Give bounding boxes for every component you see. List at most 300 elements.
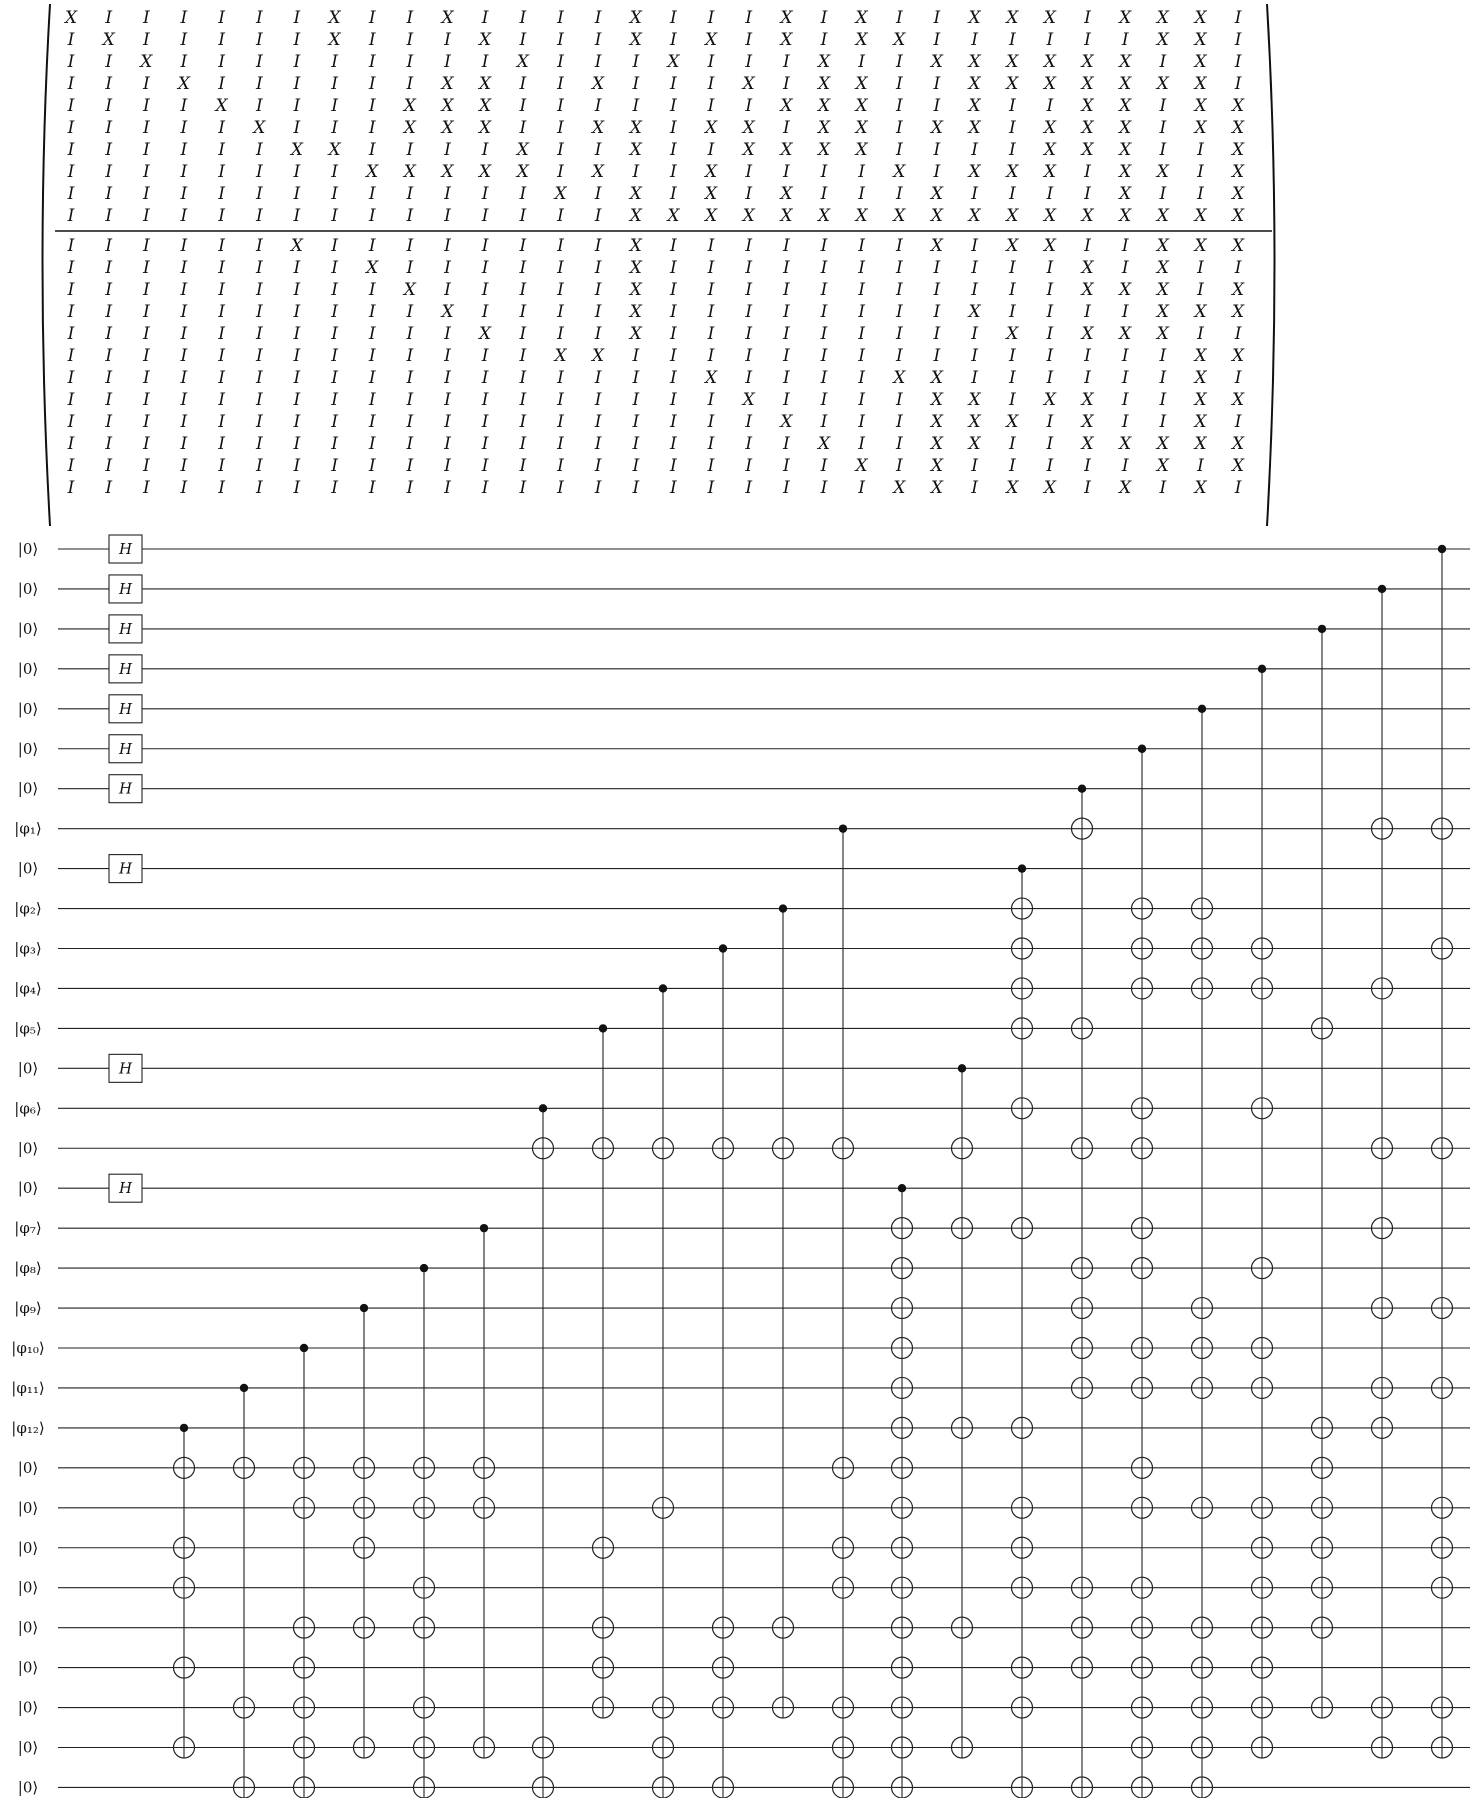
matrix-entry: I — [255, 478, 263, 498]
matrix-entry: I — [1084, 478, 1091, 498]
matrix-entry: X — [930, 118, 943, 138]
matrix-entry: X — [1081, 140, 1094, 160]
matrix-entry: X — [1156, 74, 1169, 94]
matrix-entry: I — [180, 236, 188, 256]
matrix-entry: I — [519, 368, 527, 388]
matrix-entry: I — [745, 434, 753, 454]
matrix-entry: I — [105, 324, 113, 344]
matrix-entry: I — [707, 412, 715, 432]
matrix-entry: X — [403, 96, 416, 116]
matrix-entry: I — [368, 280, 376, 300]
matrix-entry: I — [557, 412, 564, 432]
matrix-entry: X — [1043, 478, 1056, 498]
matrix-entry: X — [1119, 8, 1132, 28]
matrix-entry: I — [255, 280, 263, 300]
matrix-entry: I — [670, 324, 677, 344]
matrix-entry: I — [783, 390, 790, 410]
matrix-entry: I — [255, 302, 263, 322]
matrix-entry: I — [180, 52, 188, 72]
matrix-entry: I — [331, 96, 338, 116]
matrix-entry: I — [594, 8, 602, 28]
matrix-entry: I — [331, 184, 338, 204]
hadamard-gate-label: H — [118, 779, 133, 798]
matrix-entry: I — [519, 434, 527, 454]
matrix-entry: I — [293, 162, 301, 182]
matrix-entry: I — [670, 74, 677, 94]
matrix-entry: I — [632, 52, 640, 72]
matrix-entry: I — [481, 258, 489, 278]
matrix-entry: I — [1046, 280, 1054, 300]
matrix-entry: X — [742, 206, 755, 226]
matrix-entry: I — [895, 258, 903, 278]
control-dot — [1378, 585, 1386, 593]
matrix-entry: I — [331, 456, 338, 476]
matrix-entry: I — [218, 412, 225, 432]
matrix-entry: X — [1232, 346, 1245, 366]
matrix-entry: I — [707, 52, 715, 72]
matrix-entry: I — [218, 478, 225, 498]
matrix-entry: I — [1197, 280, 1204, 300]
matrix-entry: I — [1046, 30, 1054, 50]
matrix-entry: I — [707, 302, 715, 322]
matrix-entry: X — [855, 8, 868, 28]
matrix-entry: I — [142, 456, 150, 476]
matrix-entry: I — [895, 140, 903, 160]
matrix-entry: I — [368, 74, 376, 94]
matrix-entry: I — [331, 118, 338, 138]
matrix-entry: X — [893, 478, 906, 498]
matrix-entry: X — [930, 434, 943, 454]
matrix-entry: I — [670, 390, 677, 410]
hadamard-gate-label: H — [118, 619, 133, 638]
matrix-entry: I — [1084, 184, 1091, 204]
matrix-entry: I — [218, 30, 225, 50]
matrix-entry: I — [933, 8, 941, 28]
matrix-entry: X — [1194, 96, 1207, 116]
matrix-entry: I — [180, 184, 188, 204]
matrix-entry: I — [632, 478, 640, 498]
matrix-entry: I — [142, 206, 150, 226]
matrix-entry: I — [1121, 390, 1129, 410]
matrix-entry: I — [218, 74, 225, 94]
hadamard-gate-label: H — [118, 1059, 133, 1078]
matrix-entry: X — [780, 412, 793, 432]
matrix-entry: X — [403, 162, 416, 182]
matrix-entry: I — [406, 236, 414, 256]
matrix-entry: X — [1006, 8, 1019, 28]
matrix-entry: I — [180, 478, 188, 498]
matrix-entry: I — [67, 52, 75, 72]
matrix-entry: I — [331, 390, 338, 410]
matrix-entry: I — [331, 162, 338, 182]
matrix-entry: I — [1008, 140, 1016, 160]
matrix-entry: I — [293, 368, 301, 388]
matrix-entry: I — [1197, 258, 1204, 278]
matrix-entry: X — [1006, 206, 1019, 226]
matrix-entry: I — [331, 206, 338, 226]
matrix-entry: X — [1194, 434, 1207, 454]
matrix-entry: X — [1119, 184, 1132, 204]
wire-label: |0⟩ — [17, 1059, 39, 1078]
hadamard-gate-label: H — [118, 739, 133, 758]
matrix-entry: I — [519, 118, 527, 138]
matrix-entry: X — [704, 206, 718, 226]
matrix-entry: I — [142, 478, 150, 498]
matrix-entry: I — [670, 346, 677, 366]
matrix-entry: I — [745, 478, 753, 498]
matrix-entry: I — [406, 434, 414, 454]
matrix-entry: X — [629, 324, 642, 344]
matrix-entry: I — [105, 390, 113, 410]
matrix-entry: X — [1119, 206, 1132, 226]
matrix-entry: I — [1234, 368, 1242, 388]
matrix-entry: I — [1046, 302, 1054, 322]
matrix-entry: I — [406, 140, 414, 160]
matrix-entry: I — [971, 346, 978, 366]
matrix-entry: I — [783, 434, 790, 454]
matrix-entry: I — [255, 456, 263, 476]
matrix-entry: X — [1119, 280, 1132, 300]
matrix-entry: I — [481, 302, 489, 322]
wire-label: |0⟩ — [17, 1578, 39, 1597]
matrix-entry: X — [1156, 302, 1169, 322]
matrix-entry: I — [67, 434, 75, 454]
matrix-entry: I — [218, 140, 225, 160]
matrix-entry: I — [67, 74, 75, 94]
matrix-entry: I — [820, 302, 828, 322]
matrix-entry: I — [783, 302, 790, 322]
matrix-entry: X — [1232, 162, 1245, 182]
matrix-entry: I — [745, 346, 753, 366]
matrix-entry: X — [968, 162, 981, 182]
matrix-entry: I — [783, 258, 790, 278]
matrix-entry: I — [783, 52, 790, 72]
matrix-entry: X — [968, 302, 981, 322]
matrix-entry: X — [1081, 390, 1094, 410]
matrix-entry: I — [481, 280, 489, 300]
matrix-entry: I — [406, 412, 414, 432]
matrix-entry: I — [745, 184, 753, 204]
matrix-entry: I — [218, 258, 225, 278]
matrix-entry: I — [142, 140, 150, 160]
matrix-entry: I — [519, 302, 527, 322]
matrix-entry: I — [180, 412, 188, 432]
control-dot — [1078, 785, 1086, 793]
matrix-entry: I — [293, 118, 301, 138]
matrix-entry: I — [1159, 118, 1167, 138]
matrix-entry: X — [1119, 434, 1132, 454]
wire-label: |0⟩ — [17, 1498, 39, 1517]
matrix-entry: I — [1159, 368, 1167, 388]
matrix-entry: X — [1194, 206, 1207, 226]
matrix-entry: X — [629, 258, 642, 278]
matrix-entry: I — [933, 140, 941, 160]
hadamard-gate-label: H — [118, 859, 133, 878]
matrix-entry: I — [368, 390, 376, 410]
wire-label: |φ₅⟩ — [14, 1019, 42, 1038]
wire-label: |0⟩ — [17, 659, 39, 678]
matrix-entry: I — [406, 324, 414, 344]
matrix-entry: I — [707, 96, 715, 116]
matrix-entry: I — [368, 118, 376, 138]
matrix-entry: I — [632, 390, 640, 410]
control-dot — [1138, 745, 1146, 753]
matrix-entry: X — [742, 118, 755, 138]
matrix-entry: X — [366, 258, 379, 278]
wire-label: |φ₂⟩ — [14, 899, 42, 918]
matrix-entry: I — [858, 302, 865, 322]
wire-label: |0⟩ — [17, 1738, 39, 1757]
matrix-entry: I — [218, 162, 225, 182]
matrix-entry: I — [444, 324, 451, 344]
matrix-entry: I — [67, 258, 75, 278]
control-dot — [539, 1104, 547, 1112]
matrix-entry: X — [1156, 324, 1169, 344]
matrix-entry: I — [218, 8, 225, 28]
matrix-entry: I — [1008, 346, 1016, 366]
matrix-entry: I — [557, 324, 564, 344]
matrix-entry: I — [331, 368, 338, 388]
matrix-entry: I — [406, 52, 414, 72]
matrix-entry: I — [331, 74, 338, 94]
matrix-entry: I — [293, 434, 301, 454]
matrix-entry: I — [1197, 140, 1204, 160]
matrix-entry: X — [855, 30, 868, 50]
matrix-entry: I — [293, 280, 301, 300]
matrix-entry: I — [368, 412, 376, 432]
matrix-entry: I — [1008, 368, 1016, 388]
matrix-entry: I — [594, 96, 602, 116]
matrix-entry: I — [180, 118, 188, 138]
matrix-entry: I — [707, 258, 715, 278]
matrix-entry: I — [67, 96, 75, 116]
matrix-entry: I — [670, 96, 677, 116]
matrix-entry: I — [67, 368, 75, 388]
matrix-entry: I — [858, 324, 865, 344]
matrix-entry: I — [594, 52, 602, 72]
matrix-entry: I — [745, 258, 753, 278]
matrix-entry: I — [406, 74, 414, 94]
matrix-entry: I — [858, 184, 865, 204]
matrix-entry: I — [444, 412, 451, 432]
matrix-entry: I — [858, 434, 865, 454]
matrix-entry: X — [1194, 412, 1207, 432]
matrix-entry: I — [519, 324, 527, 344]
control-dot — [958, 1064, 966, 1072]
matrix-entry: I — [293, 258, 301, 278]
matrix-entry: I — [594, 258, 602, 278]
matrix-entry: I — [1159, 140, 1167, 160]
matrix-entry: I — [670, 412, 677, 432]
matrix-entry: I — [255, 140, 263, 160]
matrix-entry: I — [105, 302, 113, 322]
wire-label: |φ₁⟩ — [14, 819, 42, 838]
matrix-entry: I — [707, 280, 715, 300]
matrix-entry: X — [930, 184, 943, 204]
matrix-entry: I — [783, 324, 790, 344]
matrix-entry: I — [783, 280, 790, 300]
matrix-entry: I — [1159, 478, 1167, 498]
matrix-entry: I — [1121, 302, 1129, 322]
matrix-entry: I — [1234, 324, 1242, 344]
matrix-entry: X — [704, 162, 718, 182]
matrix-entry: I — [67, 324, 75, 344]
matrix-entry: X — [1043, 52, 1056, 72]
matrix-entry: I — [858, 162, 865, 182]
matrix-entry: X — [1043, 390, 1056, 410]
matrix-entry: X — [742, 140, 755, 160]
matrix-entry: X — [1006, 412, 1019, 432]
matrix-entry: I — [632, 162, 640, 182]
matrix-entry: X — [592, 74, 605, 94]
matrix-entry: X — [629, 8, 642, 28]
matrix-right-bracket — [1267, 4, 1275, 526]
matrix-entry: X — [1043, 118, 1056, 138]
matrix-entry: I — [594, 456, 602, 476]
matrix-entry: I — [293, 346, 301, 366]
matrix-entry: X — [479, 324, 492, 344]
matrix-entry: I — [180, 162, 188, 182]
matrix-entry: I — [293, 74, 301, 94]
matrix-entry: I — [142, 118, 150, 138]
control-dot — [1438, 545, 1446, 553]
matrix-entry: I — [594, 412, 602, 432]
matrix-entry: I — [745, 30, 753, 50]
matrix-entry: I — [557, 280, 564, 300]
matrix-entry: X — [290, 140, 303, 160]
matrix-entry: X — [1043, 140, 1056, 160]
matrix-entry: I — [180, 456, 188, 476]
matrix-entry: X — [1081, 280, 1094, 300]
matrix-entry: X — [855, 456, 868, 476]
matrix-entry: I — [971, 184, 978, 204]
matrix-entry: I — [632, 346, 640, 366]
matrix-entry: I — [1159, 52, 1167, 72]
matrix-entry: X — [441, 74, 454, 94]
matrix-entry: I — [255, 346, 263, 366]
matrix-entry: I — [1234, 30, 1242, 50]
wire-label: |0⟩ — [17, 1658, 39, 1677]
matrix-entry: I — [444, 140, 451, 160]
matrix-entry: I — [293, 390, 301, 410]
matrix-entry: I — [933, 162, 941, 182]
matrix-entry: X — [102, 30, 115, 50]
matrix-entry: I — [933, 280, 941, 300]
matrix-entry: X — [742, 390, 755, 410]
matrix-entry: I — [971, 140, 978, 160]
matrix-entry: X — [1119, 118, 1132, 138]
matrix-entry: X — [1194, 390, 1207, 410]
matrix-entry: I — [218, 346, 225, 366]
matrix-entry: X — [780, 30, 793, 50]
matrix-entry: X — [1194, 236, 1207, 256]
matrix-entry: X — [592, 162, 605, 182]
matrix-entry: I — [745, 368, 753, 388]
matrix-entry: I — [820, 8, 828, 28]
matrix-entry: X — [1232, 184, 1245, 204]
hadamard-gate-label: H — [118, 540, 133, 558]
matrix-entry: I — [895, 412, 903, 432]
matrix-entry: I — [895, 390, 903, 410]
matrix-entry: I — [670, 140, 677, 160]
matrix-entry: X — [930, 390, 943, 410]
matrix-entry: I — [519, 8, 527, 28]
matrix-entry: I — [1084, 456, 1091, 476]
matrix-entry: I — [481, 140, 489, 160]
matrix-entry: I — [105, 368, 113, 388]
matrix-entry: I — [1046, 184, 1054, 204]
matrix-entry: X — [968, 390, 981, 410]
control-dot — [1318, 625, 1326, 633]
matrix-entry: I — [783, 456, 790, 476]
matrix-entry: I — [557, 478, 564, 498]
matrix-entry: I — [255, 412, 263, 432]
matrix-entry: I — [368, 302, 376, 322]
matrix-entry: X — [855, 74, 868, 94]
matrix-entry: I — [1197, 184, 1204, 204]
matrix-entry: I — [670, 118, 677, 138]
matrix-entry: I — [557, 30, 564, 50]
matrix-entry: I — [481, 8, 489, 28]
matrix-entry: I — [105, 434, 113, 454]
matrix-entry: I — [933, 96, 941, 116]
matrix-entry: I — [594, 236, 602, 256]
matrix-entry: I — [1121, 30, 1129, 50]
matrix-entry: I — [1046, 324, 1054, 344]
matrix-entry: I — [444, 478, 451, 498]
wire-label: |φ₁₂⟩ — [11, 1418, 45, 1437]
matrix-entry: I — [406, 30, 414, 50]
matrix-entry: I — [1159, 390, 1167, 410]
matrix-entry: I — [594, 280, 602, 300]
control-dot — [599, 1024, 607, 1032]
matrix-entry: I — [293, 324, 301, 344]
matrix-entry: X — [930, 456, 943, 476]
matrix-entry: I — [255, 8, 263, 28]
matrix-entry: X — [1006, 74, 1019, 94]
matrix-entry: X — [817, 434, 831, 454]
matrix-entry: X — [629, 140, 642, 160]
matrix-entry: I — [67, 456, 75, 476]
matrix-entry: I — [519, 74, 527, 94]
matrix-entry: I — [1159, 96, 1167, 116]
matrix-entry: I — [444, 206, 451, 226]
matrix-entry: X — [479, 162, 492, 182]
matrix-entry: X — [893, 368, 906, 388]
matrix-entry: I — [783, 74, 790, 94]
matrix-entry: I — [255, 162, 263, 182]
matrix-entry: I — [180, 140, 188, 160]
matrix-entry: I — [820, 236, 828, 256]
matrix-entry: I — [331, 302, 338, 322]
matrix-entry: I — [820, 162, 828, 182]
matrix-entry: X — [968, 118, 981, 138]
matrix-entry: I — [406, 302, 414, 322]
matrix-entry: X — [1081, 96, 1094, 116]
matrix-entry: I — [933, 258, 941, 278]
matrix-entry: I — [180, 324, 188, 344]
matrix-entry: X — [1006, 478, 1019, 498]
matrix-entry: X — [817, 52, 831, 72]
wire-label: |φ₆⟩ — [14, 1099, 42, 1118]
matrix-entry: I — [368, 456, 376, 476]
matrix-entry: X — [742, 74, 755, 94]
matrix-entry: I — [293, 8, 301, 28]
hadamard-gate-label: H — [118, 1179, 133, 1198]
matrix-entry: I — [331, 346, 338, 366]
matrix-entry: I — [594, 324, 602, 344]
matrix-entry: X — [64, 8, 78, 28]
